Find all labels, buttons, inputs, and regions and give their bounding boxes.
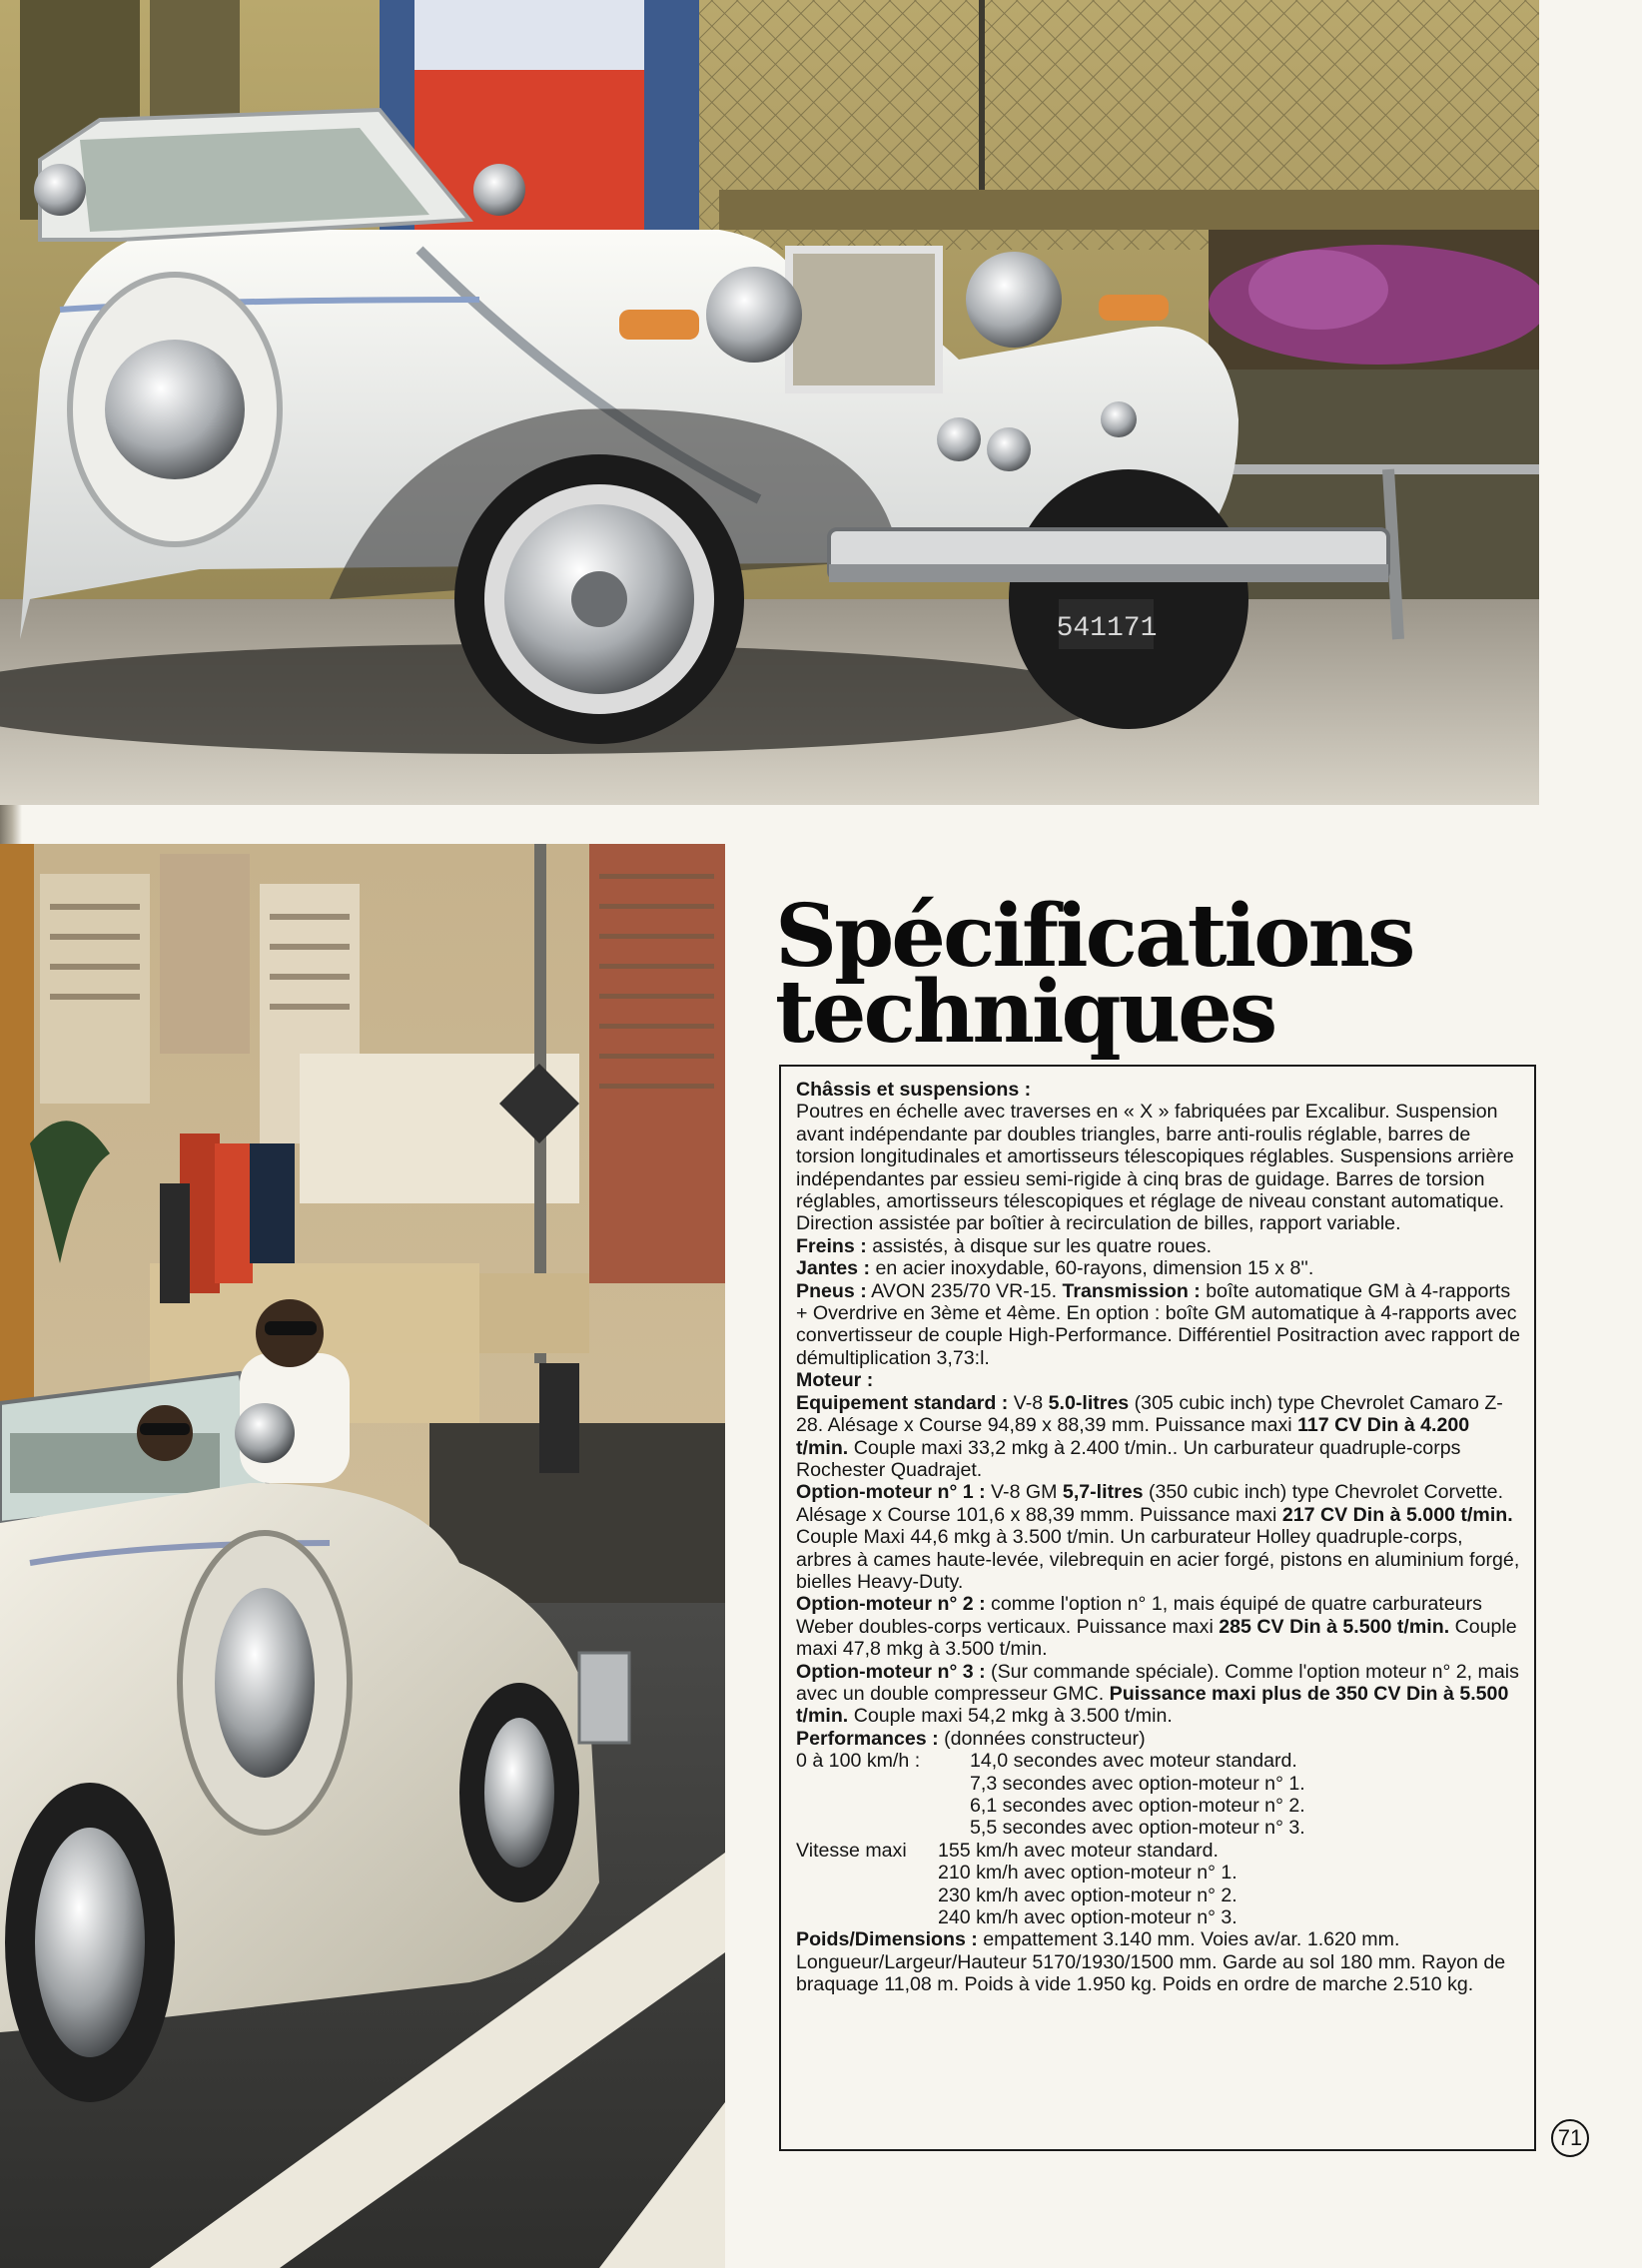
title-line-2: techniques [775, 962, 1275, 1063]
acceleration-value: 14,0 secondes avec moteur standard. [970, 1750, 1297, 1773]
chassis-label: Châssis et suspensions : [796, 1079, 1032, 1101]
performance-label: Performances : [796, 1727, 939, 1750]
chassis-section [796, 1079, 1522, 1235]
standard-engine-label: Equipement standard : [796, 1391, 1009, 1414]
top-speed-head: Vitesse maxi [796, 1839, 907, 1862]
rims-label: Jantes : [796, 1257, 871, 1280]
acceleration-value: 7,3 secondes avec option-moteur n° 1. [970, 1772, 1305, 1795]
top-speed-value: 155 km/h avec moteur standard. [938, 1839, 1219, 1862]
top-speed-value: 240 km/h avec option-moteur n° 3. [938, 1906, 1237, 1929]
option2-section [796, 1593, 1522, 1660]
option3-section [796, 1661, 1522, 1728]
standard-engine-bold-2: 117 CV Din à 4.200 t/min. [796, 1414, 1470, 1459]
brakes-text: assistés, à disque sur les quatre roues. [866, 1234, 1213, 1257]
option1-section [796, 1481, 1522, 1593]
acceleration-value: 5,5 secondes avec option-moteur n° 3. [970, 1817, 1305, 1840]
performance-note: (données constructeur) [938, 1727, 1146, 1750]
acceleration-head: 0 à 100 km/h : [796, 1750, 921, 1773]
page-number: 71 [1551, 2119, 1589, 2157]
option1-text-1: V-8 GM [985, 1481, 1063, 1504]
transmission-text: boîte automatique GM à 4-rapports + Overdrive en 3ème et 4ème. En option : boîte GM automatique à 4-rapports avec convertisseur de couple High-Performance. Différentiel Positraction avec rapport de démultiplication 3,73:l. [796, 1279, 1520, 1369]
option1-text-3: Couple Maxi 44,6 mkg à 3.500 t/min. Un carburateur Holley quadruple-corps, arbres à cames haute-levée, vilebrequin en acier forgé, pistons en aluminium forgé, bielles Heavy-Duty. [796, 1526, 1520, 1593]
engine-label: Moteur : [796, 1369, 874, 1392]
dimensions-text: empattement 3.140 mm. Voies av/ar. 1.620 mm. Longueur/Largeur/Hauteur 5170/1930/1500 mm. Garde au sol 180 mm. Rayon de braquage 11,08 m. Poids à vide 1.950 kg. Poids en ordre de marche 2.510 kg. [796, 1928, 1506, 1996]
rims-section [796, 1257, 1522, 1279]
dimensions-section [796, 1928, 1522, 1995]
option1-bold-2: 217 CV Din à 5.000 t/min. [1281, 1503, 1513, 1526]
tyres-label: Pneus : [796, 1279, 867, 1302]
brakes-section [796, 1235, 1522, 1257]
license-plate: 541171 [1056, 613, 1158, 644]
specifications-box [779, 1065, 1536, 2151]
standard-engine-text-2: (305 cubic inch) type Chevrolet Camaro Z-28. Alésage x Course 94,89 x 88,39 mm. Puissance maxi [796, 1391, 1503, 1437]
standard-engine-text-1: V-8 [1008, 1391, 1049, 1414]
option2-text-2: Couple maxi 47,8 mkg à 3.500 t/min. [796, 1615, 1517, 1661]
option1-bold-1: 5,7-litres [1062, 1481, 1144, 1504]
transmission-label: Transmission : [1062, 1279, 1201, 1302]
standard-engine-section [796, 1392, 1522, 1482]
tyres-text: AVON 235/70 VR-15. [866, 1279, 1063, 1302]
car-photo-bottom [0, 844, 725, 2268]
standard-engine-text-3: Couple maxi 33,2 mkg à 2.400 t/min.. Un carburateur quadruple-corps Rochester Quadrajet. [796, 1436, 1461, 1481]
top-speed-row [796, 1840, 1522, 1862]
dimensions-label: Poids/Dimensions : [796, 1928, 978, 1951]
acceleration-value: 6,1 secondes avec option-moteur n° 2. [970, 1795, 1305, 1817]
title-line-1: Spécifications [775, 886, 1413, 987]
tyres-section [796, 1280, 1522, 1370]
car-photo-top [0, 0, 1539, 805]
performance-heading [796, 1728, 1522, 1750]
option1-text-2: (350 cubic inch) type Chevrolet Corvette. Alésage x Course 101,6 x 88,39 mmm. Puissance maxi [796, 1481, 1504, 1526]
top-speed-value: 230 km/h avec option-moteur n° 2. [938, 1884, 1237, 1906]
page-title [775, 886, 1414, 1063]
top-speed-value: 210 km/h avec option-moteur n° 1. [938, 1862, 1237, 1885]
option2-label: Option-moteur n° 2 : [796, 1593, 986, 1616]
option2-bold-1: 285 CV Din à 5.500 t/min. [1219, 1615, 1450, 1638]
option3-text-2: Couple maxi 54,2 mkg à 3.500 t/min. [848, 1705, 1173, 1728]
standard-engine-bold-1: 5.0-litres [1048, 1391, 1130, 1414]
option3-label: Option-moteur n° 3 : [796, 1660, 986, 1683]
option2-text-1: comme l'option n° 1, mais équipé de quatre carburateurs Weber doubles-corps verticaux. Puissance maxi [796, 1593, 1482, 1638]
chassis-text: Poutres en échelle avec traverses en « X » fabriquées par Excalibur. Suspension avant indépendante par doubles triangles, barre anti-roulis réglable, barres de torsion longitudinales et amortisseurs télescopiques réglables. Suspensions arrière indépendantes par essieu semi-rigide à cinq bras de guidage. Barres de torsion réglables, amortisseurs télescopiques et réglage de niveau constant automatique. Direction assistée par boîtier à recirculation de billes, rapport variable. [796, 1101, 1514, 1235]
rims-text: en acier inoxydable, 60-rayons, dimension 15 x 8''. [870, 1257, 1314, 1280]
brakes-label: Freins : [796, 1234, 867, 1257]
option3-text-1: (Sur commande spéciale). Comme l'option moteur n° 2, mais avec un double compresseur GMC. [796, 1660, 1519, 1705]
option1-label: Option-moteur n° 1 : [796, 1481, 986, 1504]
engine-heading [796, 1369, 1522, 1391]
option3-bold-1: Puissance maxi plus de 350 CV Din à 5.500 t/min. [796, 1682, 1509, 1728]
acceleration-row [796, 1750, 1522, 1772]
